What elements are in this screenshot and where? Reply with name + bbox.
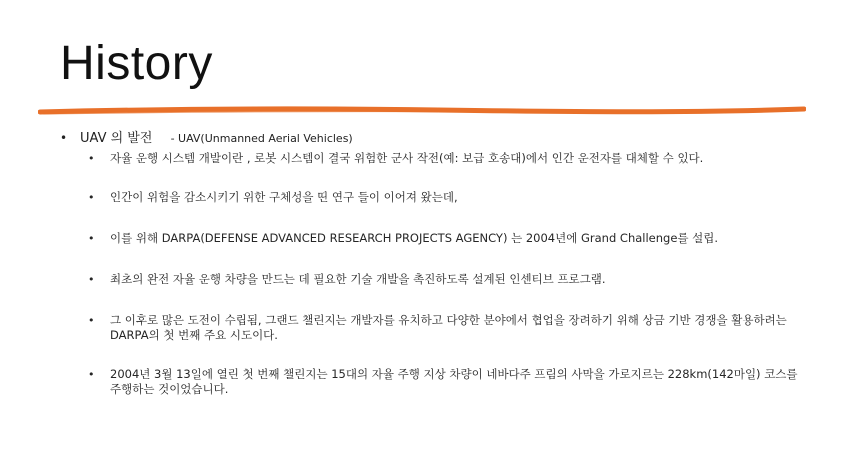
bullet-item <box>88 151 800 166</box>
bullet-item <box>88 367 800 397</box>
bullet-level1 <box>60 130 800 147</box>
bullet-item <box>88 190 800 205</box>
bullet-item-text: 최초의 완전 자율 운행 차량을 만드는 데 필요한 기술 개발을 촉진하도록 설계된 인센티브 프로그램. <box>110 272 606 286</box>
bullet-level1-sub: - UAV(Unmanned Aerial Vehicles) <box>170 132 353 145</box>
bullet-dot-icon: • <box>88 152 95 165</box>
bullet-item <box>88 272 800 287</box>
bullet-dot-icon: • <box>88 314 95 327</box>
bullet-dot-icon: • <box>88 273 95 286</box>
bullet-item-text: 인간이 위험을 감소시키기 위한 구체성을 띤 연구 들이 이어져 왔는데, <box>110 190 458 204</box>
bullet-item-text: 자율 운행 시스템 개발이란 , 로봇 시스템이 결국 위험한 군사 작전(예: 보급 호송대)에서 인간 운전자를 대체할 수 있다. <box>110 151 704 165</box>
bullet-item-text: 그 이후로 많은 도전이 수립됨, 그랜드 챌린지는 개발자를 유치하고 다양한 분야에서 협업을 장려하기 위해 상금 기반 경쟁을 활용하려는 DARPA의 첫 번째 주요 시도이다. <box>110 313 787 342</box>
bullet-dot-icon: • <box>88 232 95 245</box>
bullet-dot-icon: • <box>60 131 68 145</box>
bullet-dot-icon: • <box>88 191 95 204</box>
title-underline <box>38 104 806 118</box>
bullet-dot-icon: • <box>88 368 95 381</box>
bullet-item-text: 이를 위해 DARPA(DEFENSE ADVANCED RESEARCH PROJECTS AGENCY) 는 2004년에 Grand Challenge를 설립. <box>110 231 719 245</box>
bullet-level1-main: UAV 의 발전 <box>80 131 153 146</box>
bullet-item <box>88 313 800 343</box>
bullet-item <box>88 231 800 246</box>
bullet-item-text: 2004년 3월 13일에 열린 첫 번째 챌린지는 15대의 자율 주행 지상 차량이 네바다주 프림의 사막을 가로지르는 228km(142마일) 코스를 주행하는 것이었습니다. <box>110 367 798 396</box>
slide-title: History <box>60 37 213 90</box>
bullet-content <box>60 130 800 397</box>
